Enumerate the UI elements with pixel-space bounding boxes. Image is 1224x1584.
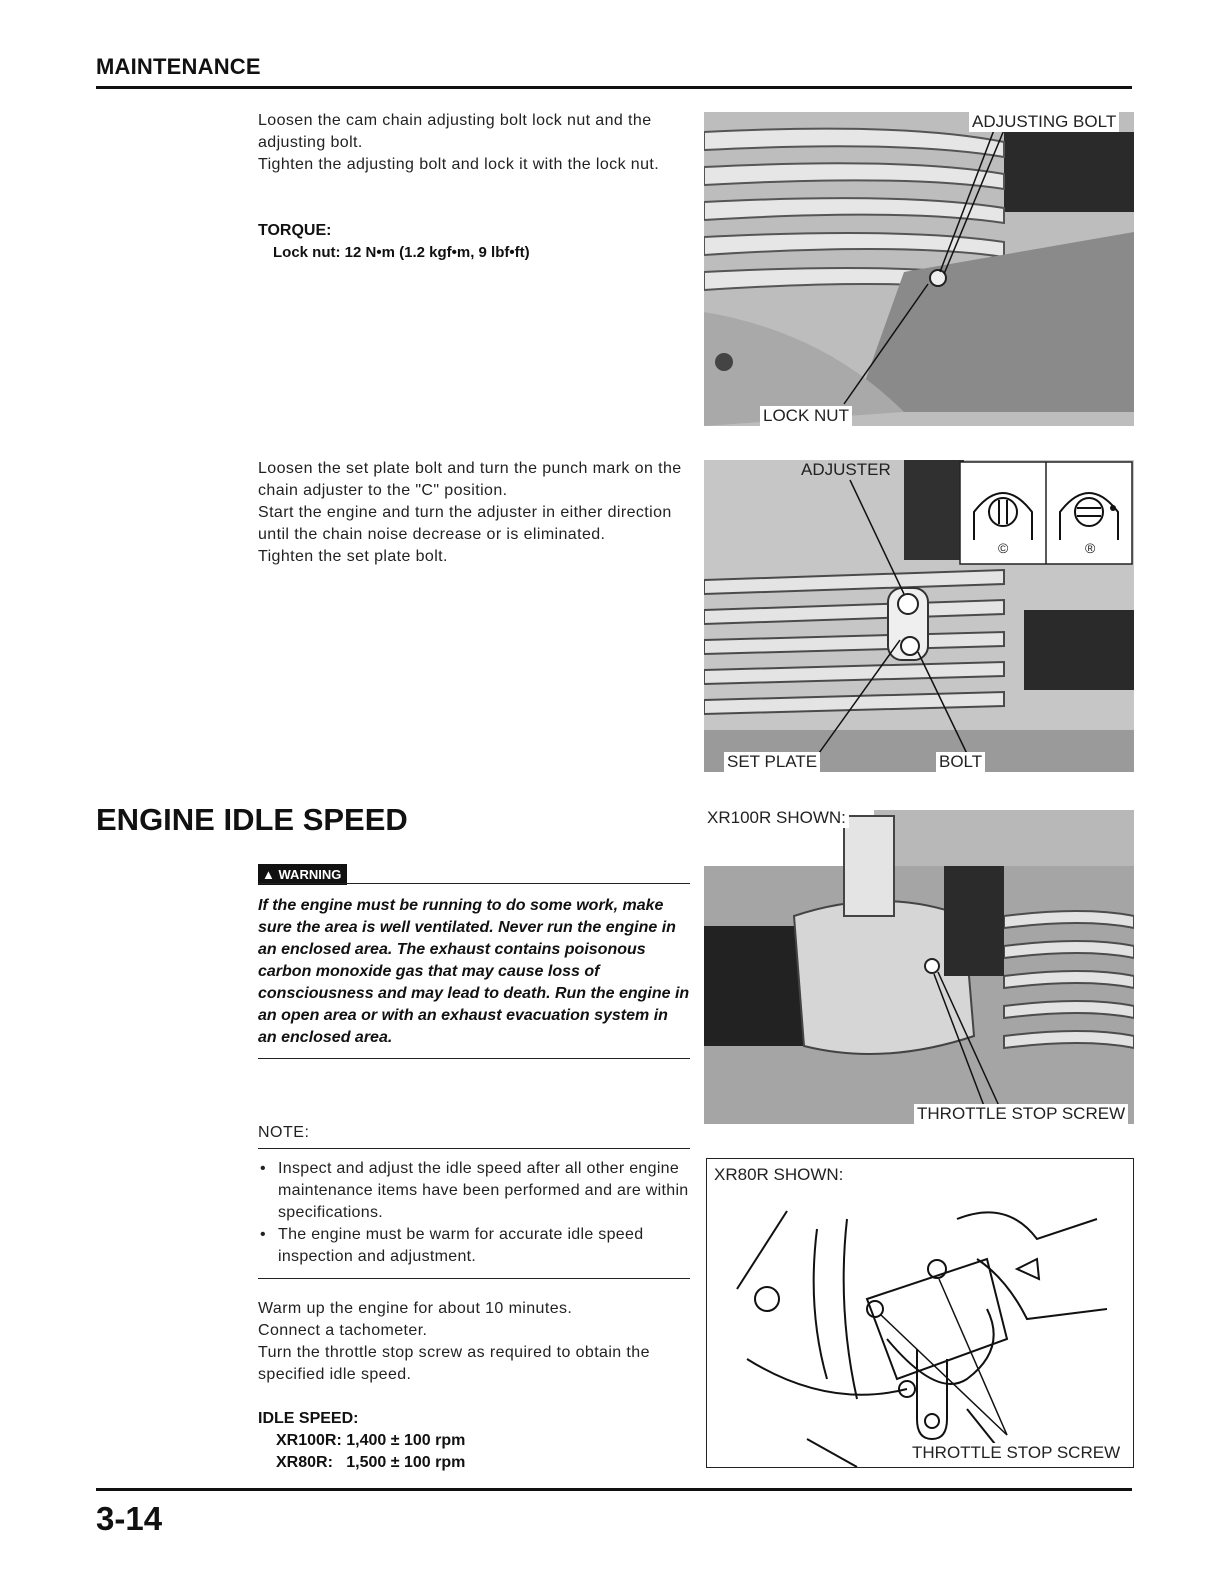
footer-rule bbox=[96, 1488, 1132, 1491]
note-item: • Inspect and adjust the idle speed after all other engine maintenance items have been performed and are within specifications. bbox=[258, 1158, 690, 1224]
note-item: • The engine must be warm for accurate idle speed inspection and adjustment. bbox=[258, 1224, 690, 1268]
adjuster-step-2: Start the engine and turn the adjuster in either direction until the chain noise decrease or is eliminated. bbox=[258, 504, 672, 543]
header-rule bbox=[96, 86, 1132, 89]
label-throttle-stop-screw-xr80r: THROTTLE STOP SCREW bbox=[909, 1443, 1123, 1463]
label-adjusting-bolt: ADJUSTING BOLT bbox=[969, 112, 1119, 132]
label-mark-c: © bbox=[998, 540, 1009, 556]
cam-chain-step-2: Tighten the adjusting bolt and lock it with the lock nut. bbox=[258, 156, 660, 173]
idle-speed-instructions bbox=[258, 1298, 690, 1386]
note-label: NOTE: bbox=[258, 1124, 310, 1141]
label-set-plate: SET PLATE bbox=[724, 752, 820, 772]
adjuster-instructions bbox=[258, 458, 690, 568]
idle-step-2: Connect a tachometer. bbox=[258, 1322, 428, 1339]
cam-chain-instructions bbox=[258, 110, 690, 176]
xr80r-carburetor-line-drawing bbox=[707, 1159, 1133, 1467]
photo-xr80r-carburetor bbox=[706, 1158, 1134, 1468]
note-list bbox=[258, 1158, 690, 1268]
idle-step-3: Turn the throttle stop screw as required to obtain the specified idle speed. bbox=[258, 1344, 650, 1383]
warning-badge bbox=[258, 864, 347, 885]
label-adjuster: ADJUSTER bbox=[801, 460, 891, 479]
engine-cylinder-illustration bbox=[704, 112, 1134, 426]
idle-speed-label: IDLE SPEED: bbox=[258, 1410, 359, 1427]
photo-adjusting-bolt bbox=[704, 112, 1134, 426]
warning-text: If the engine must be running to do some work, make sure the area is well ventilated. Never run the engine in an enclosed area. The exhaust contains poisonous carbon monoxide gas that may cause loss of consciousness and may lead to death. Run the engine in an open area or with an exhaust evacuation system in an enclosed area. bbox=[258, 897, 690, 1046]
cam-chain-step-1: Loosen the cam chain adjusting bolt lock nut and the adjusting bolt. bbox=[258, 112, 652, 151]
warning-bottom-rule bbox=[258, 1058, 690, 1059]
torque-label: TORQUE: bbox=[258, 222, 332, 239]
label-throttle-stop-screw-xr100r: THROTTLE STOP SCREW bbox=[914, 1104, 1128, 1124]
photo-xr100r-carburetor bbox=[704, 806, 1134, 1124]
warning-triangle-icon: ▲ bbox=[262, 867, 275, 882]
idle-speed-xr80r: XR80R: 1,500 ± 100 rpm bbox=[276, 1454, 466, 1471]
warning-badge-label: WARNING bbox=[278, 867, 342, 882]
idle-speed-xr100r: XR100R: 1,400 ± 100 rpm bbox=[276, 1432, 466, 1449]
torque-value: Lock nut: 12 N•m (1.2 kgf•m, 9 lbf•ft) bbox=[273, 244, 530, 261]
xr100r-carburetor-illustration bbox=[704, 806, 1134, 1124]
label-lock-nut: LOCK NUT bbox=[760, 406, 852, 426]
adjuster-illustration bbox=[704, 460, 1134, 772]
adjuster-step-1: Loosen the set plate bolt and turn the punch mark on the chain adjuster to the "C" position. bbox=[258, 460, 682, 499]
photo-adjuster bbox=[704, 460, 1134, 772]
page-number: 3-14 bbox=[96, 1500, 163, 1537]
section-title-engine-idle-speed: ENGINE IDLE SPEED bbox=[96, 802, 408, 837]
note-bottom-rule bbox=[258, 1278, 690, 1279]
note-top-rule bbox=[258, 1148, 690, 1149]
caption-xr100r: XR100R SHOWN: bbox=[704, 808, 849, 828]
warning-top-rule bbox=[258, 883, 690, 884]
label-mark-b: ® bbox=[1085, 540, 1096, 556]
label-bolt: BOLT bbox=[936, 752, 985, 772]
adjuster-step-3: Tighten the set plate bolt. bbox=[258, 548, 448, 565]
section-header: MAINTENANCE bbox=[96, 54, 261, 79]
idle-step-1: Warm up the engine for about 10 minutes. bbox=[258, 1300, 573, 1317]
caption-xr80r: XR80R SHOWN: bbox=[711, 1165, 846, 1185]
